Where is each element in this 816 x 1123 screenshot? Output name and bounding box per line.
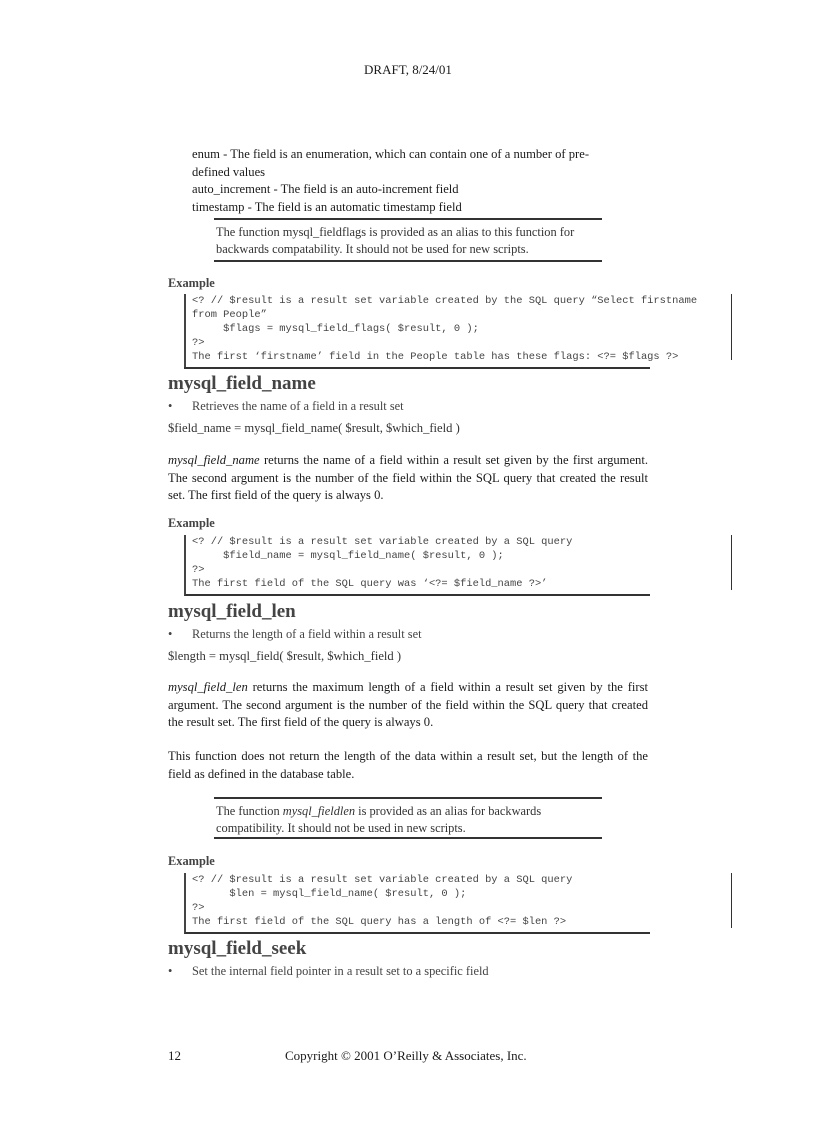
example-label: Example (168, 276, 215, 290)
note-text: is provided as an alias for backwards compatibility. It should not be used in new scripts. (216, 804, 542, 835)
description-field-len (168, 679, 648, 732)
function-name: mysql_field_len (168, 680, 248, 694)
code-example-field-len: <? // $result is a result set variable created by a SQL query $len = mysql_field_name( $result, 0 ); ?> The first field of the SQL query has a length of <?= $len ?> (184, 873, 650, 934)
signature-field-name: $field_name = mysql_field_name( $result, $which_field ) (168, 421, 460, 435)
intro-line: defined values (192, 164, 266, 179)
example-label: Example (168, 854, 215, 868)
intro-line: timestamp - The field is an automatic timestamp field (192, 199, 462, 214)
intro-line: enum - The field is an enumeration, which can contain one of a number of pre- (192, 147, 590, 161)
code-right-bar (731, 535, 732, 590)
section-title-field-name: mysql_field_name (168, 373, 316, 394)
code-right-bar (731, 873, 732, 928)
intro-line: auto_increment - The field is an auto-increment field (192, 182, 459, 196)
description-field-name (168, 452, 648, 505)
section-title-field-len: mysql_field_len (168, 601, 296, 622)
draft-header: DRAFT, 8/24/01 (364, 62, 452, 77)
function-name: mysql_field_name (168, 453, 260, 467)
description-text: returns the maximum length of a field within a result set given by the first argument. The second argument is the number of the field within the SQL query that created the result set. The first field of the query is always 0. (168, 680, 648, 729)
bullet-icon: • (168, 399, 173, 413)
note-function-name: mysql_fieldlen (282, 804, 356, 818)
code-underline (184, 367, 650, 369)
description-field-len-para2: This function does not return the length of the data within a result set, but the length of the field as defined in the database table. (168, 749, 648, 781)
note-text: The function (216, 804, 283, 818)
bullet-text: Returns the length of a field within a result set (192, 627, 422, 641)
bullet-text: Retrieves the name of a field in a result set (192, 399, 404, 413)
signature-field-len: $length = mysql_field( $result, $which_field ) (168, 649, 402, 663)
bullet-text: Set the internal field pointer in a result set to a specific field (192, 964, 489, 978)
example-label: Example (168, 516, 215, 530)
copyright: Copyright © 2001 O’Reilly & Associates, Inc. (285, 1048, 527, 1063)
bullet-icon: • (168, 627, 173, 641)
bullet-field-name (168, 399, 404, 414)
description-text: returns the name of a field within a result set given by the first argument. The second argument is the number of the field within the SQL query that created the result set. The first field of the query is always 0. (168, 453, 648, 502)
bullet-field-seek (168, 964, 489, 979)
code-example-field-flags: <? // $result is a result set variable created by the SQL query “Select firstname from People” $flags = mysql_field_flags( $result, 0 ); ?> The first ‘firstname’ field in the People table has these flags: <?= $flags ?> (184, 294, 740, 369)
code-right-bar (731, 294, 732, 360)
code-example-field-name: <? // $result is a result set variable created by a SQL query $field_name = mysql_field_name( $result, 0 ); ?> The first field of the SQL query was ‘<?= $field_name ?>’ (184, 535, 650, 596)
page-number: 12 (168, 1048, 181, 1063)
bullet-icon: • (168, 964, 173, 978)
alias-note-fieldflags: The function mysql_fieldflags is provided as an alias to this function for backwards compatability. It should not be used for new scripts. (214, 218, 602, 262)
section-title-field-seek: mysql_field_seek (168, 938, 307, 959)
bullet-field-len (168, 627, 422, 642)
alias-note-fieldlen (214, 797, 602, 839)
intro-lines (192, 146, 632, 216)
